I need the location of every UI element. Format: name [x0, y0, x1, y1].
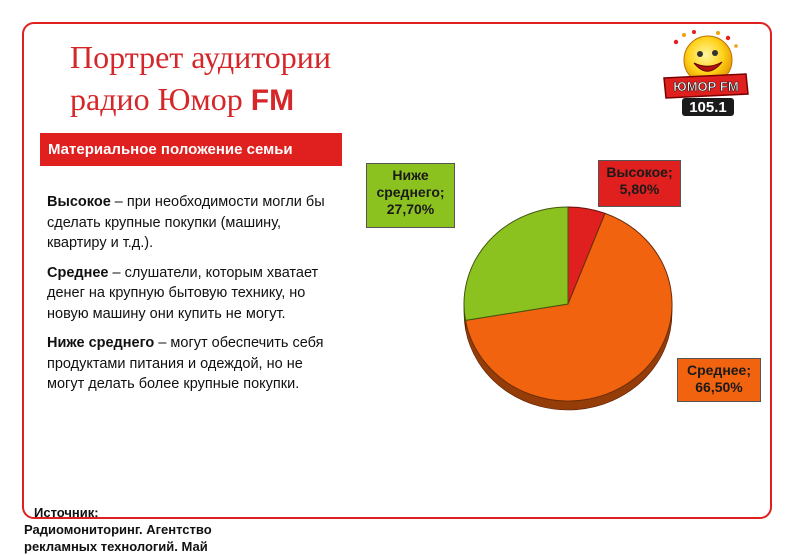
data-label-value: 27,70%: [386, 201, 435, 217]
description-medium: [47, 263, 337, 325]
data-label-value: 66,50%: [695, 379, 743, 395]
pie-slice: [464, 207, 568, 320]
description-term: Ниже среднего: [47, 335, 155, 351]
title-line-1: Портрет аудитории: [70, 39, 332, 75]
data-label-name: среднего;: [376, 184, 445, 200]
section-badge: Материальное положение семьи: [40, 133, 342, 166]
page-title: [70, 36, 331, 122]
description-low: [47, 333, 337, 395]
pie-chart: [452, 200, 684, 422]
data-label-below-average: [366, 163, 455, 228]
data-label-high: [598, 160, 681, 207]
description-term: Среднее: [47, 264, 109, 281]
data-label-name: Ниже: [392, 167, 429, 183]
logo-text: ЮМОР FM: [673, 79, 739, 94]
source-line: Радиомониторинг. Агентство: [24, 522, 212, 537]
description-high: [47, 192, 337, 254]
source-line: рекламных технологий. Май: [24, 539, 208, 554]
description-text: – слушатели, которым хватает денег на крупную бытовую технику, но новую машину они купить не могут.: [47, 264, 319, 322]
logo-frequency: 105.1: [689, 99, 727, 116]
source-line: Источник:: [34, 505, 99, 520]
source-note: [24, 504, 264, 555]
description-text: – могут обеспечить себя продуктами питания и одеждой, но не могут делать более крупные покупки.: [47, 335, 324, 392]
data-label-medium: [677, 358, 761, 402]
pie-chart-svg: [452, 200, 684, 422]
description-block: [47, 192, 337, 404]
data-label-value: 5,80%: [619, 181, 660, 197]
title-line-2: радио Юмор: [70, 81, 251, 117]
data-label-name: Среднее;: [686, 362, 752, 378]
station-logo: [656, 28, 752, 120]
data-label-name: Высокое;: [606, 164, 673, 180]
description-term: Высокое: [47, 194, 111, 210]
description-text: – при необходимости могли бы сделать крупные покупки (машину, квартиру и т.д.).: [47, 194, 325, 251]
title-fm: FM: [250, 84, 295, 117]
